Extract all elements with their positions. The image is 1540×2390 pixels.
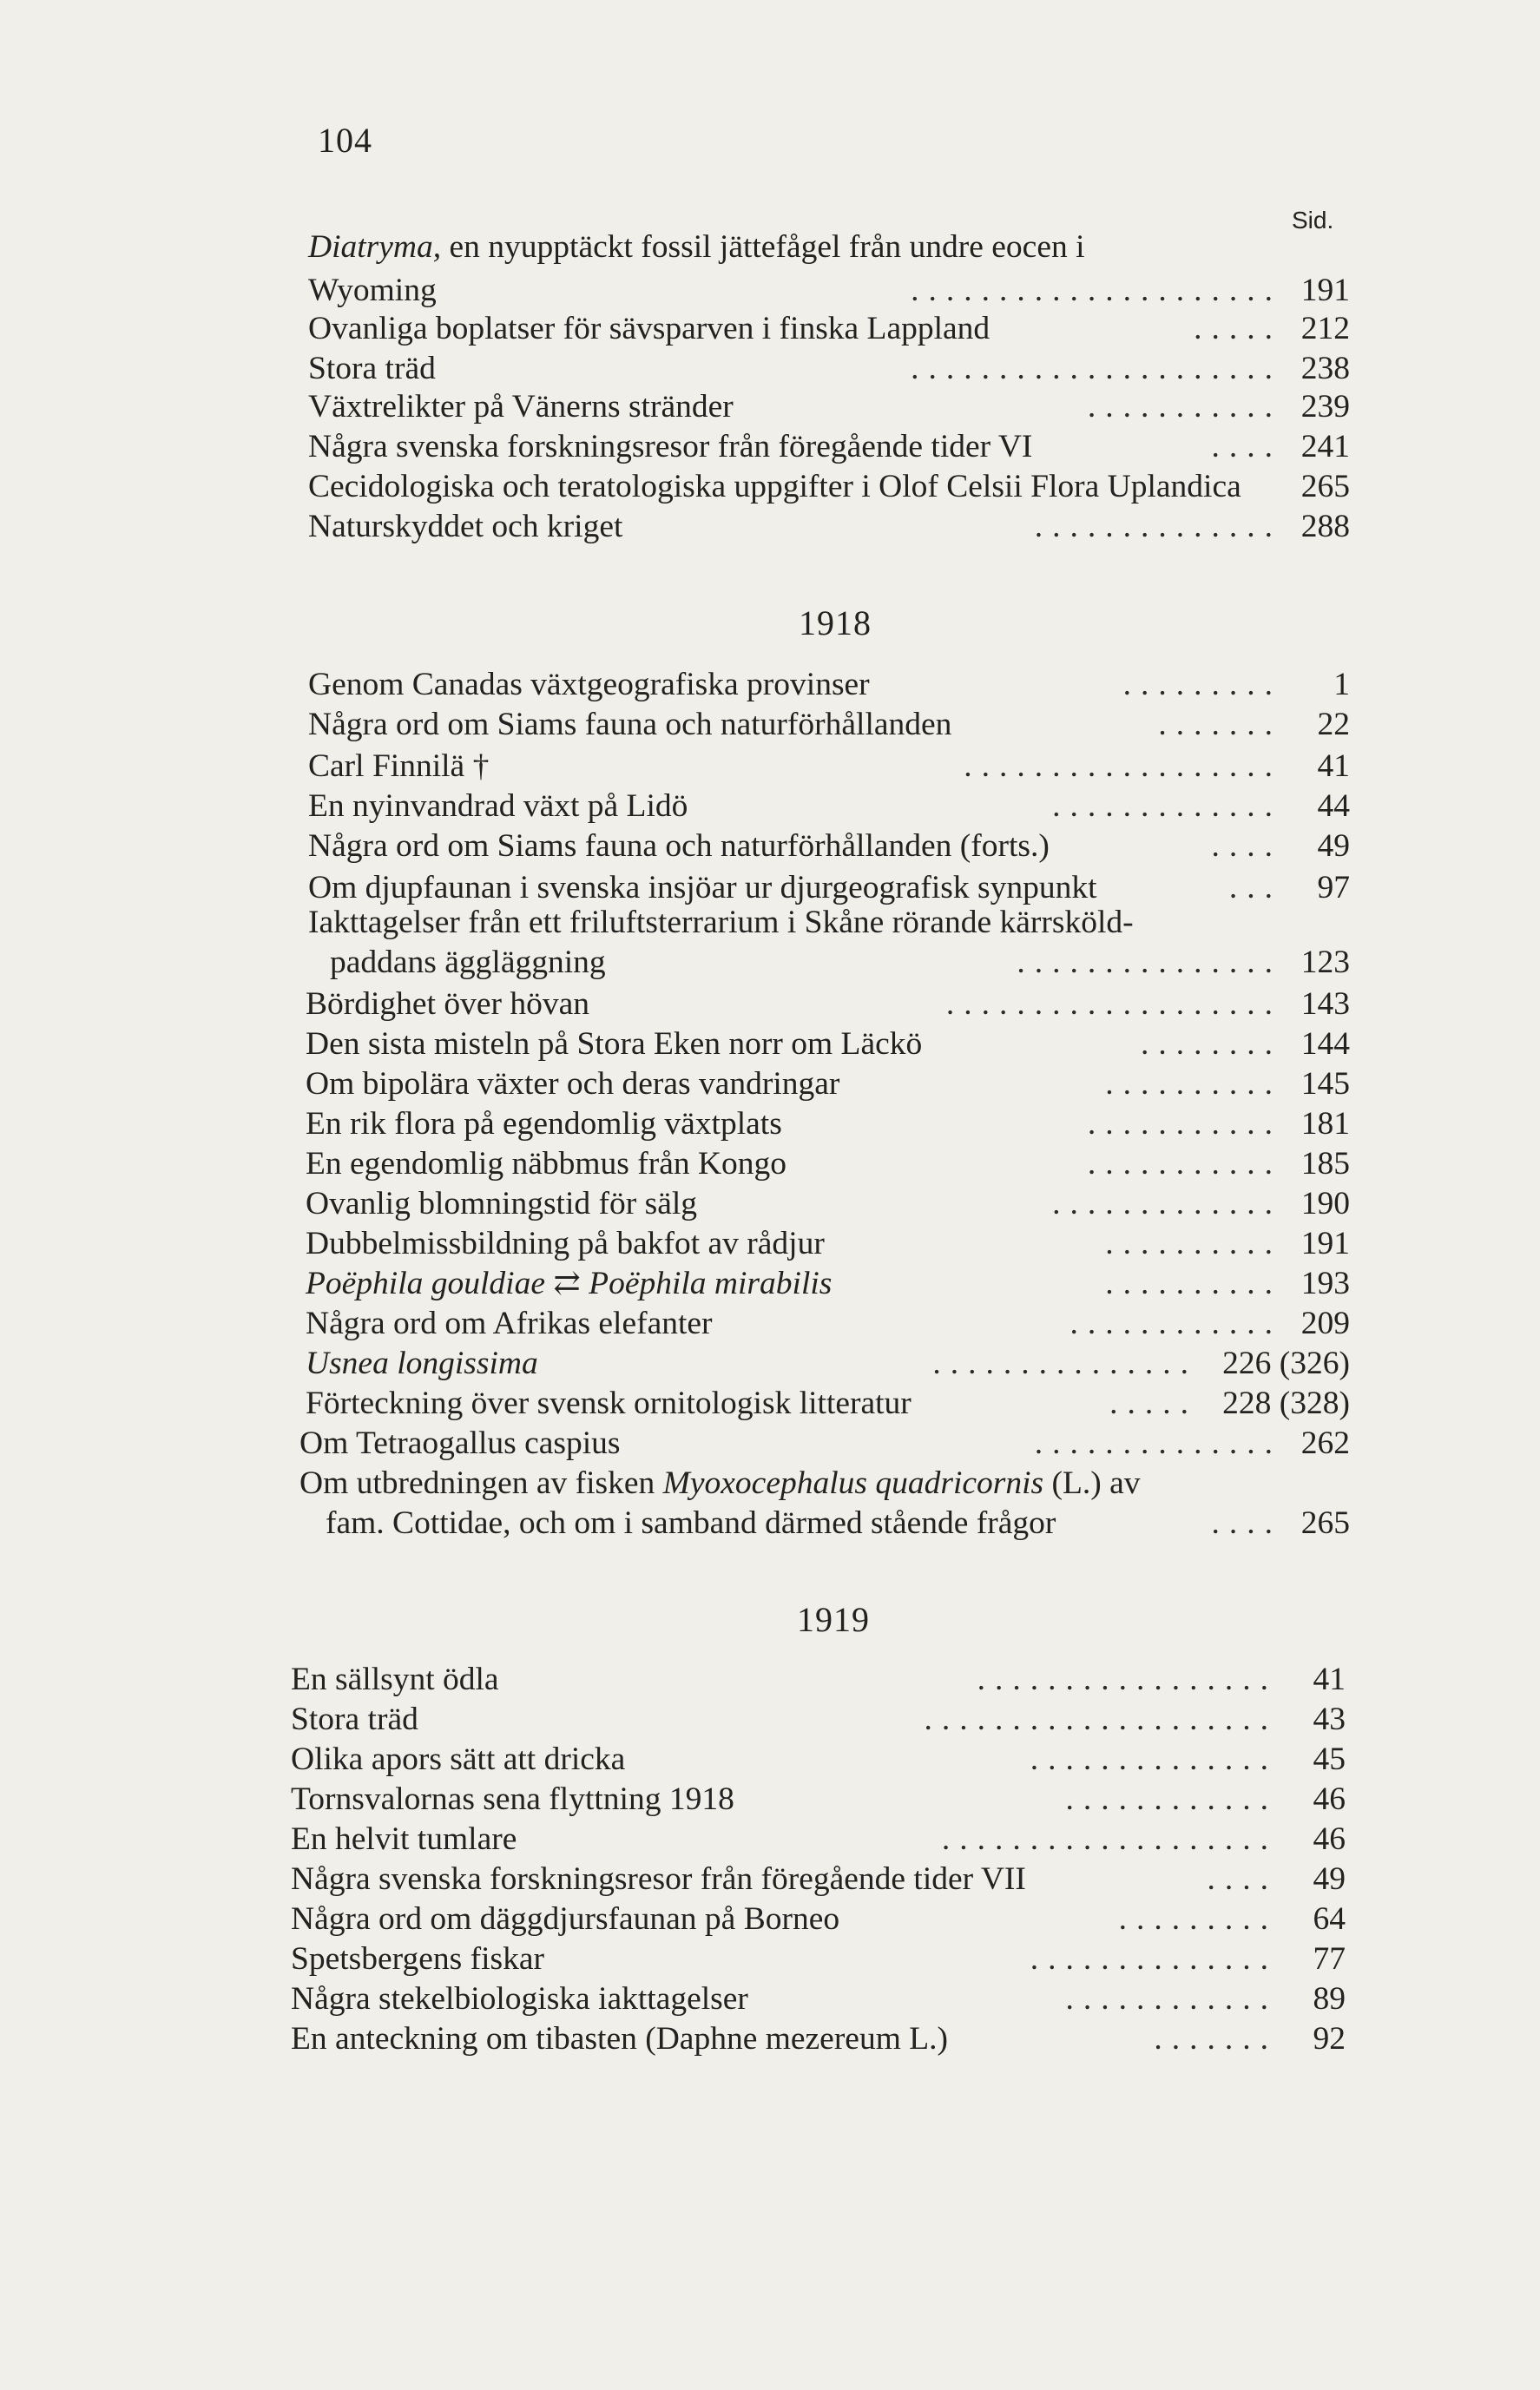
entry-title: Den sista misteln på Stora Eken norr om Läckö	[306, 1026, 923, 1062]
leader-dots: .............	[1052, 1186, 1282, 1221]
entry-title: En rik flora på egendomlig växtplats	[306, 1106, 782, 1142]
entry-title: Bördighet över hövan	[306, 986, 590, 1022]
leader-dots: .........	[1118, 1901, 1278, 1937]
leader-dots: ...................	[941, 1821, 1278, 1857]
entry-page: 49	[1313, 1861, 1346, 1897]
leader-dots: ....	[1211, 828, 1282, 864]
entry-page: 262	[1300, 1425, 1350, 1461]
entry-title: Naturskyddet och kriget	[308, 509, 623, 544]
entry-page: 43	[1313, 1702, 1346, 1737]
toc-entry-diatryma-line1	[308, 227, 1085, 267]
entry-title: Några svenska forskningsresor från föregående tider VI	[308, 429, 1033, 464]
entry-italic-text: Diatryma,	[308, 229, 442, 265]
entry-title: En helvit tumlare	[291, 1821, 517, 1857]
toc-entry	[291, 1860, 1346, 1899]
entry-page: 46	[1313, 1821, 1346, 1857]
entry-italic-text: Myoxocephalus quadricornis	[662, 1465, 1044, 1501]
entry-title: fam. Cottidae, och om i samband därmed stående frågor	[326, 1505, 1056, 1541]
toc-entry	[291, 1700, 1346, 1740]
entry-title: Om bipolära växter och deras vandringar	[306, 1066, 840, 1102]
entry-page: 97	[1317, 870, 1350, 905]
leader-dots: ..............	[1030, 1941, 1278, 1977]
toc-entry	[291, 2019, 1346, 2059]
leader-dots: ...................	[945, 986, 1282, 1022]
toc-entry	[291, 1979, 1346, 2019]
entry-title: Dubbelmissbildning på bakfot av rådjur	[306, 1226, 825, 1261]
entry-page: 123	[1300, 945, 1350, 980]
entry-title: En nyinvandrad växt på Lidö	[308, 788, 688, 824]
entry-title: Om djupfaunan i svenska insjöar ur djurgeografisk synpunkt	[308, 870, 1097, 905]
toc-entry	[308, 665, 1350, 705]
leader-dots: ...............	[1017, 945, 1282, 980]
toc-entry	[308, 309, 1350, 349]
entry-page: 92	[1313, 2021, 1346, 2057]
entry-page: 41	[1313, 1662, 1346, 1697]
toc-entry	[308, 826, 1350, 866]
leader-dots: .....	[1194, 311, 1282, 346]
entry-title: En sällsynt ödla	[291, 1662, 499, 1697]
entry-page: 89	[1313, 1981, 1346, 2017]
entry-page: 144	[1300, 1026, 1350, 1062]
leader-dots: .......	[1158, 707, 1282, 742]
toc-entry	[308, 787, 1350, 826]
entry-title: Växtrelikter på Vänerns stränder	[308, 389, 734, 425]
entry-page: 265	[1300, 469, 1350, 504]
toc-entry	[306, 1064, 1350, 1104]
entry-title: Olika apors sätt att dricka	[291, 1741, 626, 1777]
leader-dots: ..............	[1034, 509, 1282, 544]
entry-title: Usnea longissima	[306, 1346, 538, 1381]
entry-page: 46	[1313, 1781, 1346, 1817]
entry-page: 193	[1300, 1266, 1350, 1301]
entry-page: 241	[1300, 429, 1350, 464]
toc-entry	[306, 1184, 1350, 1224]
toc-entry	[291, 1780, 1346, 1820]
toc-entry	[306, 1344, 1350, 1384]
toc-entry-iakttagelser-line1: Iakttagelser från ett friluftsterrarium i Skåne rörande kärrsköld-	[308, 905, 1134, 940]
entry-title: Tornsvalornas sena flyttning 1918	[291, 1781, 734, 1817]
entry-page: 77	[1313, 1941, 1346, 1977]
entry-title: Förteckning över svensk ornitologisk litteratur	[306, 1386, 911, 1421]
entry-title: Stora träd	[291, 1702, 418, 1737]
leader-dots: ..........	[1105, 1066, 1282, 1102]
entry-title: Några stekelbiologiska iakttagelser	[291, 1981, 748, 2017]
entry-title: Några svenska forskningsresor från föregående tider VII	[291, 1861, 1026, 1897]
leader-dots: ...............	[932, 1346, 1198, 1381]
entry-title: Cecidologiska och teratologiska uppgifter i Olof Celsii Flora Uplandica	[308, 469, 1241, 504]
entry-page: 191	[1300, 273, 1350, 308]
entry-page: 143	[1300, 986, 1350, 1022]
leader-dots: ........	[1141, 1026, 1282, 1062]
toc-entry-utbredningen-line1	[299, 1464, 1141, 1504]
leader-dots: ............	[1065, 1981, 1278, 2017]
leader-dots: ...........	[1087, 1146, 1282, 1182]
leader-dots: .....................	[911, 273, 1282, 308]
entry-title: Stora träd	[308, 351, 436, 386]
entry-title: Några ord om Siams fauna och naturförhållanden (forts.)	[308, 828, 1050, 864]
entry-title: En egendomlig näbbmus från Kongo	[306, 1146, 787, 1182]
entry-title: Poëphila gouldiae ⇄ Poëphila mirabilis	[306, 1266, 833, 1301]
entry-page: 49	[1317, 828, 1350, 864]
page-number: 104	[318, 121, 372, 160]
entry-page: 22	[1317, 707, 1350, 742]
toc-entry	[291, 1660, 1346, 1700]
entry-page: 265	[1300, 1505, 1350, 1541]
leader-dots: ..................	[964, 748, 1282, 784]
entry-page: 191	[1300, 1226, 1350, 1261]
leader-dots: .....	[1109, 1386, 1198, 1421]
leader-dots: ..............	[1034, 1425, 1282, 1461]
leader-dots: .......	[1154, 2021, 1278, 2057]
leader-dots: ....................	[924, 1702, 1278, 1737]
leader-dots: ...	[1228, 870, 1282, 905]
entry-page: 209	[1300, 1306, 1350, 1341]
toc-entry	[308, 349, 1350, 389]
entry-page: 145	[1300, 1066, 1350, 1102]
toc-entry	[308, 427, 1350, 467]
entry-text: en nyupptäckt fossil jättefågel från undre eocen i	[449, 229, 1085, 265]
entry-text: (L.) av	[1051, 1465, 1141, 1501]
toc-entry	[306, 1144, 1350, 1184]
leader-dots: .................	[977, 1662, 1278, 1697]
leader-dots: ............	[1065, 1781, 1278, 1817]
toc-entry	[308, 705, 1350, 745]
toc-entry	[306, 1104, 1350, 1144]
entry-page: 212	[1300, 311, 1350, 346]
toc-entry	[326, 1504, 1350, 1544]
entry-title: Om Tetraogallus caspius	[299, 1425, 621, 1461]
toc-entry	[291, 1820, 1346, 1860]
leader-dots: .....................	[911, 351, 1282, 386]
toc-entry	[306, 1384, 1350, 1424]
entry-page: 228 (328)	[1222, 1386, 1350, 1421]
leader-dots: ............	[1069, 1306, 1282, 1341]
entry-page: 45	[1313, 1741, 1346, 1777]
toc-entry	[308, 387, 1350, 427]
leader-dots: ..........	[1105, 1266, 1282, 1301]
entry-page: 64	[1313, 1901, 1346, 1937]
entry-page: 226 (326)	[1222, 1346, 1350, 1381]
leader-dots: ..........	[1105, 1226, 1282, 1261]
entry-title: paddans äggläggning	[330, 945, 606, 980]
leader-dots: .............	[1052, 788, 1282, 824]
entry-text: Om utbredningen av fisken	[299, 1465, 655, 1501]
entry-title: Ovanliga boplatser för sävsparven i finska Lappland	[308, 311, 990, 346]
toc-entry	[306, 1024, 1350, 1064]
toc-entry	[306, 984, 1350, 1024]
entry-page: 239	[1300, 389, 1350, 425]
entry-title: Spetsbergens fiskar	[291, 1941, 544, 1977]
toc-entry	[299, 1424, 1350, 1464]
toc-entry	[308, 271, 1350, 311]
entry-title: Carl Finnilä †	[308, 748, 490, 784]
toc-entry	[308, 747, 1350, 787]
entry-page: 1	[1333, 667, 1350, 702]
entry-title: Några ord om Siams fauna och naturförhållanden	[308, 707, 952, 742]
leader-dots: ....	[1211, 429, 1282, 464]
toc-entry	[291, 1939, 1346, 1979]
toc-entry	[306, 1224, 1350, 1264]
entry-page: 185	[1300, 1146, 1350, 1182]
entry-title: Genom Canadas växtgeografiska provinser	[308, 667, 870, 702]
entry-page: 181	[1300, 1106, 1350, 1142]
year-heading-1919: 1919	[797, 1600, 870, 1639]
toc-entry	[330, 943, 1350, 983]
entry-page: 190	[1300, 1186, 1350, 1221]
entry-page: 238	[1300, 351, 1350, 386]
leader-dots: ....	[1207, 1861, 1278, 1897]
leader-dots: ...........	[1087, 389, 1282, 425]
year-heading-1918: 1918	[799, 603, 872, 642]
entry-title: Ovanlig blomningstid för sälg	[306, 1186, 698, 1221]
entry-page: 41	[1317, 748, 1350, 784]
toc-entry	[308, 467, 1350, 507]
entry-page: 44	[1317, 788, 1350, 824]
leader-dots: ..............	[1030, 1741, 1278, 1777]
entry-title: Wyoming	[308, 273, 437, 308]
toc-entry	[306, 1264, 1350, 1304]
toc-entry	[291, 1740, 1346, 1780]
entry-page: 288	[1300, 509, 1350, 544]
toc-entry	[291, 1899, 1346, 1939]
toc-entry	[308, 507, 1350, 547]
leader-dots: .........	[1122, 667, 1282, 702]
leader-dots: ...........	[1087, 1106, 1282, 1142]
entry-title: Några ord om däggdjursfaunan på Borneo	[291, 1901, 840, 1937]
entry-title: Några ord om Afrikas elefanter	[306, 1306, 713, 1341]
page-column-label: Sid.	[1292, 207, 1334, 234]
toc-entry	[306, 1304, 1350, 1344]
entry-title: En anteckning om tibasten (Daphne mezereum L.)	[291, 2021, 949, 2057]
leader-dots: ....	[1211, 1505, 1282, 1541]
